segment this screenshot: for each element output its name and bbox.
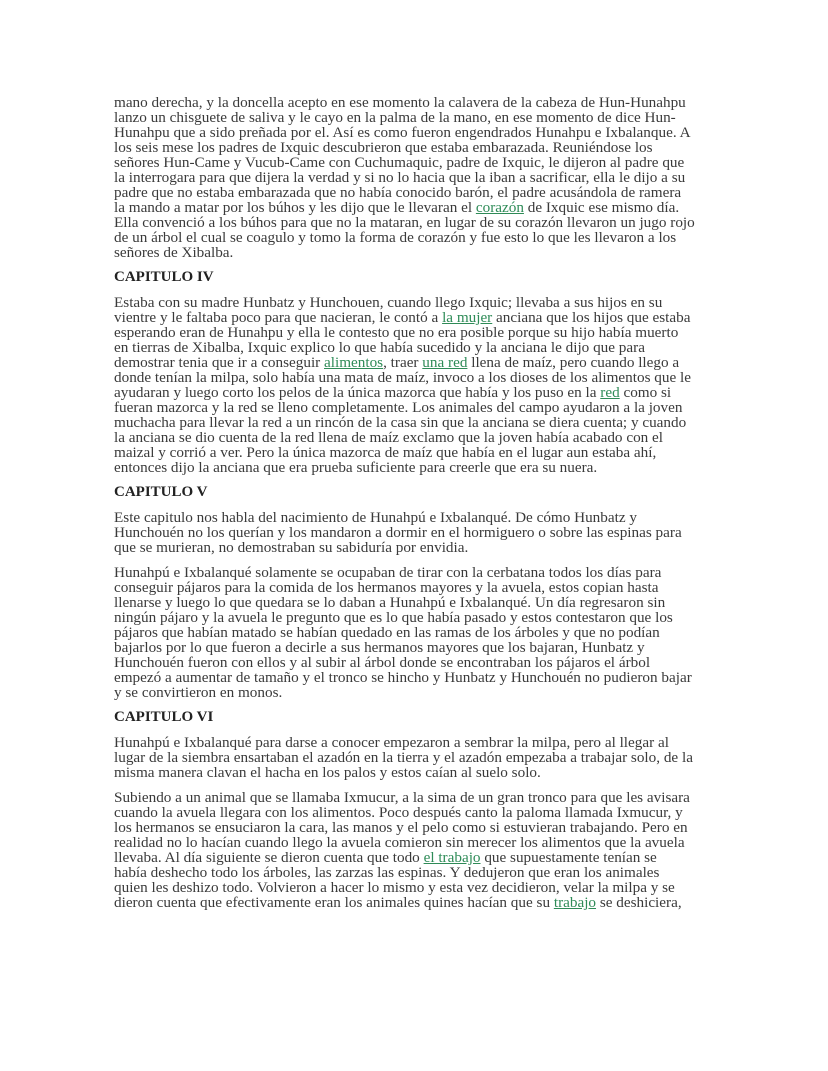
text-line	[114, 140, 724, 155]
text-line	[114, 765, 724, 780]
text-line	[114, 185, 724, 200]
text-segment: dieron cuenta que efectivamente eran los animales quines hacían que su	[114, 894, 554, 911]
hyperlink[interactable]: alimentos	[324, 354, 384, 371]
text-segment: Ella convenció a los búhos para que no la mataran, en lugar de su corazón llevaron un jugo rojo	[114, 214, 695, 231]
text-segment: lanzo un chisguete de saliva y le cayo en la palma de la mano, en ese momento de dice Hun-	[114, 109, 676, 126]
paragraph	[114, 735, 724, 780]
text-line	[114, 325, 724, 340]
text-segment: fueran mazorca y la red se lleno completamente. Los animales del campo ayudaron a la joven	[114, 399, 683, 416]
text-segment: demostrar tenia que ir a conseguir	[114, 354, 325, 371]
text-segment: los hermanos se ensuciaron la cara, las manos y el pelo como si estuvieran trabajando. Pero en	[114, 819, 688, 836]
text-line	[114, 790, 724, 805]
text-line	[114, 820, 724, 835]
text-segment: señores de Xibalba.	[114, 244, 234, 261]
text-segment: pájaros que habían matado se habían quedado en las ramas de los árboles y que no podían	[114, 624, 660, 641]
text-segment: donde tenían la milpa, solo había una mata de maíz, invoco a los dioses de los alimentos que le	[114, 369, 691, 386]
text-segment: la interrogara para que dijera la verdad y si no lo hacia que la iban a sacrificar, ella le dijo a su	[114, 169, 686, 186]
text-segment: misma manera clavan el hacha en los palos y estos caían al suelo solo.	[114, 764, 541, 781]
text-line	[114, 525, 724, 540]
text-segment: señores Hun-Came y Vucub-Came con Cuchumaquic, padre de Ixquic, le dijeron al padre que	[114, 154, 685, 171]
text-line	[114, 295, 724, 310]
text-line	[114, 460, 724, 475]
text-line	[114, 735, 724, 750]
text-line	[114, 610, 724, 625]
text-line	[114, 355, 724, 370]
text-segment: de un árbol el cual se coagulo y tomo la forma de corazón y fue esto lo que les llevaron a los	[114, 229, 677, 246]
text-segment: llevaba. Al día siguiente se dieron cuenta que todo	[114, 849, 424, 866]
text-segment: , traer	[383, 354, 423, 371]
text-segment: realidad no lo hacían cuando llego la avuela comieron sin merecer los alimentos que la avuela	[114, 834, 685, 851]
text-segment: Subiendo a un animal que se llamaba Ixmucur, a la sima de un gran tronco para que les avisara	[114, 789, 690, 806]
text-segment: esperando eran de Hunahpu y ella le contesto que no era posible porque su hijo había muerto	[114, 324, 679, 341]
text-segment: la mando a matar por los búhos y les dijo que le llevaran el	[114, 199, 476, 216]
text-line	[114, 565, 724, 580]
paragraph	[114, 95, 724, 260]
text-line	[114, 370, 724, 385]
text-line	[114, 155, 724, 170]
text-segment: que se murieran, no demostraban su sabiduría por envidia.	[114, 539, 469, 556]
hyperlink[interactable]: una red	[422, 354, 468, 371]
text-line	[114, 385, 724, 400]
text-segment: ningún pájaro y la avuela le pregunto que es lo que había pasado y estos contestaron que los	[114, 609, 673, 626]
text-segment: muchacha para llevar la red a un rincón de la casa sin que la anciana se diera cuenta; y cuando	[114, 414, 687, 431]
text-line	[114, 670, 724, 685]
document-page	[114, 95, 724, 920]
text-segment: Hunahpú e Ixbalanqué solamente se ocupaban de tirar con la cerbatana todos los días para	[114, 564, 662, 581]
text-line	[114, 245, 724, 260]
hyperlink[interactable]: trabajo	[553, 894, 597, 911]
text-line	[114, 95, 724, 110]
text-segment: Hunchouén no los querían y los mandaron a dormir en el hormiguero o sobre las espinas para	[114, 524, 682, 541]
text-segment: mano derecha, y la doncella acepto en ese momento la calavera de la cabeza de Hun-Hunahpu	[114, 94, 686, 111]
text-line	[114, 430, 724, 445]
text-line	[114, 880, 724, 895]
text-line	[114, 445, 724, 460]
text-segment: que supuestamente tenían se	[480, 849, 657, 866]
text-segment: Estaba con su madre Hunbatz y Hunchouen, cuando llego Ixquic; llevaba a sus hijos en su	[114, 294, 663, 311]
text-segment: y se convirtieron en monos.	[114, 684, 283, 701]
text-segment: lugar de la siembra ensartaban el azadón en la tierra y el azadón empezaba a trabajar solo, de la	[114, 749, 693, 766]
text-segment: maizal y corrió a ver. Pero la única mazorca de maíz que había en el lugar aun estaba ahí,	[114, 444, 657, 461]
chapter-heading: CAPITULO V	[114, 484, 208, 500]
text-segment: llenarse y luego lo que quedara se lo daban a Hunahpú e Ixbalanqué. Un día regresaron sin	[114, 594, 666, 611]
text-segment: Este capitulo nos habla del nacimiento de Hunahpú e Ixbalanqué. De cómo Hunbatz y	[114, 509, 637, 526]
text-segment: como si	[619, 384, 672, 401]
text-segment: Hunchouén fueron con ellos y al subir al árbol donde se encontraban los pájaros el árbol	[114, 654, 651, 671]
text-line	[114, 655, 724, 670]
text-segment: la anciana se dio cuenta de la red llena de maíz exclamo que la joven había acabado con el	[114, 429, 664, 446]
text-segment: conseguir pájaros para la comida de los hermanos mayores y la avuela, estos copian hasta	[114, 579, 659, 596]
text-line	[114, 400, 724, 415]
text-segment: ayudaran y luego corto los pelos de la única mazorca que había y los puso en la	[114, 384, 601, 401]
text-segment: quien les deshizo todo. Volvieron a hacer lo mismo y esta vez decidieron, velar la milpa y se	[114, 879, 675, 896]
text-segment: entonces dijo la anciana que era prueba suficiente para creerle que era su nuera.	[114, 459, 598, 476]
text-line	[114, 850, 724, 865]
text-segment: llena de maíz, pero cuando llego a	[467, 354, 680, 371]
hyperlink[interactable]: corazón	[475, 199, 524, 216]
text-segment: se deshiciera,	[596, 894, 682, 911]
text-line	[114, 200, 724, 215]
text-line	[114, 895, 724, 910]
text-segment: cuando la avuela llegara con los alimentos. Poco después canto la paloma llamada Ixmucur, y	[114, 804, 683, 821]
text-line	[114, 170, 724, 185]
text-line	[114, 215, 724, 230]
text-segment: Hunahpu que a sido preñada por el. Así es como fueron engendrados Hunahpu e Ixbalanque. A	[114, 124, 691, 141]
paragraph	[114, 295, 724, 475]
text-segment: padre que no estaba embarazada que no había conocido barón, el padre acusándola de ramera	[114, 184, 682, 201]
hyperlink[interactable]: la mujer	[442, 309, 493, 326]
text-segment: empezó a aumentar de tamaño y el tronco se hincho y Hunbatz y Hunchouén no pudieron bajar	[114, 669, 692, 686]
paragraph	[114, 565, 724, 700]
paragraph	[114, 790, 724, 910]
text-segment: de Ixquic ese mismo día.	[523, 199, 680, 216]
text-segment: en tierras de Xibalba, Ixquic explico lo que había sucedido y la anciana le dijo que para	[114, 339, 645, 356]
text-line	[114, 125, 724, 140]
text-line	[114, 625, 724, 640]
text-segment: Hunahpú e Ixbalanqué para darse a conocer empezaron a sembrar la milpa, pero al llegar al	[114, 734, 669, 751]
text-segment: bajarlos por lo que fueron a decirle a sus hermanos mayores que los bajaran, Hunbatz y	[114, 639, 645, 656]
text-line	[114, 540, 724, 555]
text-segment: había deshecho todo los árboles, las zarzas las espinas. Y dedujeron que eran los animales	[114, 864, 660, 881]
text-line	[114, 580, 724, 595]
chapter-heading: CAPITULO VI	[114, 709, 214, 725]
text-line	[114, 685, 724, 700]
chapter-heading: CAPITULO IV	[114, 269, 214, 285]
text-line	[114, 835, 724, 850]
hyperlink[interactable]: el trabajo	[423, 849, 481, 866]
paragraph	[114, 510, 724, 555]
hyperlink[interactable]: red	[600, 384, 620, 401]
text-line	[114, 415, 724, 430]
text-segment: anciana que los hijos que estaba	[492, 309, 691, 326]
text-line	[114, 750, 724, 765]
text-line	[114, 640, 724, 655]
text-line	[114, 805, 724, 820]
text-line	[114, 230, 724, 245]
text-line	[114, 510, 724, 525]
text-line	[114, 595, 724, 610]
text-segment: vientre y le faltaba poco para que nacieran, le contó a	[114, 309, 443, 326]
text-line	[114, 865, 724, 880]
text-line	[114, 310, 724, 325]
text-segment: los seis mese los padres de Ixquic descubrieron que estaba embarazada. Reuniéndose los	[114, 139, 653, 156]
text-line	[114, 110, 724, 125]
text-line	[114, 340, 724, 355]
